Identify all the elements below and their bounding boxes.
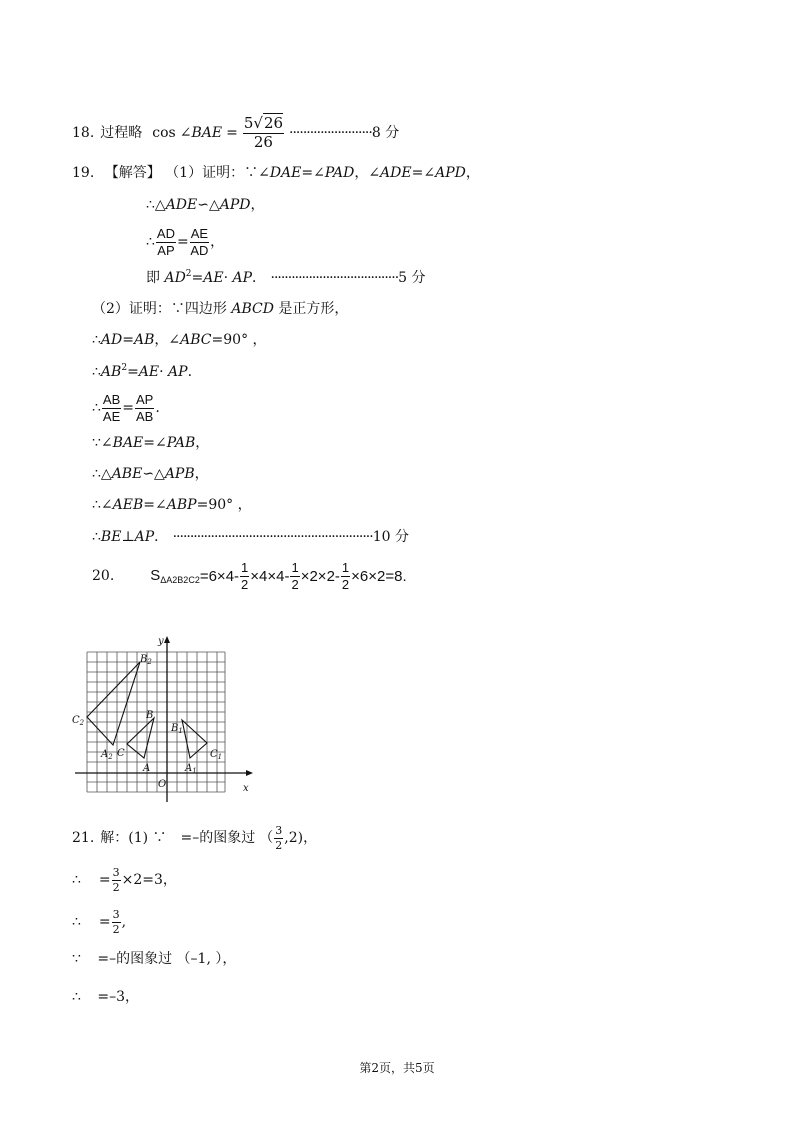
- q19-m7-perp: ⊥: [121, 529, 135, 545]
- q18-var: BAE: [191, 125, 223, 141]
- q19-m3-frac1: [102, 393, 121, 423]
- q19-m5-sim: ∽△: [142, 466, 165, 482]
- q19-m6-eq2: =: [196, 497, 209, 513]
- q21-pt1-pre: （: [259, 830, 274, 846]
- q19-angle-apd: ∠APD: [423, 165, 466, 181]
- q20-line: [92, 556, 407, 596]
- q19-l3-num2: AE: [190, 225, 209, 241]
- q19-angle-pad: ∠PAD: [313, 165, 355, 181]
- q18-radicand: 26: [263, 113, 284, 132]
- q21-pt1-frac: [274, 825, 283, 851]
- q19-m5-apb: APB: [164, 466, 195, 482]
- q19-m5-pre: ∴△: [92, 466, 112, 482]
- q18-cos: cos: [152, 125, 176, 141]
- q21-l3-den: 2: [112, 922, 120, 936]
- q20-frac2: [290, 561, 299, 591]
- q21-line1: [72, 818, 317, 858]
- q21-line4: [72, 952, 236, 966]
- q19-m6-comma: ，: [233, 497, 252, 513]
- q19-p2-post: 是正方形，: [273, 301, 349, 317]
- q20-triangle-a2b2c2: [87, 662, 140, 745]
- q20-frac2-num: 1: [291, 559, 299, 575]
- q18-coef: 5: [243, 113, 254, 132]
- q18-denominator: 26: [253, 132, 273, 151]
- q19-m6-pre: ∴: [92, 497, 101, 513]
- q21-intro: 解：(1) ∵: [100, 830, 167, 846]
- q19-m4-bae: ∠BAE: [100, 435, 144, 451]
- q20-x-arrow: [246, 770, 253, 776]
- q19-m3-num2: AP: [136, 391, 154, 407]
- q19-l4-dot: ·: [223, 270, 233, 286]
- q18-score: 8 分: [371, 125, 400, 141]
- q19-m1-angle: ∠ABC: [168, 332, 212, 348]
- q21-l5-text: =–3，: [97, 989, 140, 1005]
- q20-y-arrow: [164, 636, 170, 643]
- q19-m2-ae: AE: [138, 364, 160, 380]
- q20-label-o: O: [158, 779, 167, 790]
- q19-m4-pre: ∵: [92, 435, 101, 451]
- q19-m2-eq: =: [127, 364, 139, 380]
- q20-label-y: y: [158, 636, 164, 647]
- q19-comma: ，: [354, 165, 369, 181]
- q21-l2-eq: =: [98, 872, 111, 888]
- q19-m3-den1: AE: [102, 408, 121, 424]
- q20-frac3-den: 2: [341, 576, 350, 592]
- q19-m6-deg: 90°: [208, 497, 234, 513]
- q20-frac1: [240, 561, 249, 591]
- q20-subscript: A2B2C2: [166, 574, 200, 585]
- q20-area: [150, 568, 200, 585]
- q21-l4-pre: ∵: [72, 951, 81, 967]
- q21-l2-pre: ∴: [72, 872, 81, 888]
- q19-m7-be: BE: [100, 529, 122, 545]
- q19-m1-pre: ∴: [92, 332, 101, 348]
- q19-m4-eq: =: [143, 435, 156, 451]
- q20-frac2-den: 2: [291, 576, 299, 592]
- q19-m4: [92, 436, 209, 450]
- q19-m7-score: 10 分: [372, 529, 409, 545]
- q19-l4-sup: 2: [185, 269, 192, 279]
- q19-m1-ad: AD: [100, 332, 123, 348]
- q19-line4: [146, 270, 426, 285]
- q20-label-c2: $C_2$: [72, 715, 85, 727]
- q19-l3-eq: =: [176, 234, 189, 250]
- q19-l3-num1: AD: [156, 225, 175, 241]
- q20-frac3-num: 1: [341, 559, 350, 575]
- q19-m6: [92, 498, 252, 512]
- q19-l2-tri2: APD: [219, 197, 251, 213]
- q19-m2-ab: AB: [100, 364, 122, 380]
- q21-l4-text: =–的图象过 （–1, ），: [97, 951, 237, 967]
- q18-eq: =: [226, 125, 238, 141]
- q20-frac1-num: 1: [241, 559, 249, 575]
- q19-l4-eq: =: [191, 270, 204, 286]
- q21-l2-post: ×2=3，: [121, 872, 177, 888]
- q19-m3-post: .: [155, 400, 160, 416]
- q19-p2-intro: （2）证明：∵四边形: [92, 301, 232, 317]
- q19-m1: [92, 333, 267, 347]
- q21-l3-pre: ∴: [72, 914, 81, 930]
- q21-line5: [72, 990, 139, 1004]
- q20-expr-d: ×6×2=8.: [351, 567, 407, 585]
- q19-line1: [72, 166, 480, 180]
- q19-m7-pre: ∴: [92, 529, 101, 545]
- q19-m1-ab: AB: [134, 332, 155, 348]
- page-footer: 第2页，共5页: [359, 1061, 435, 1075]
- q19-m2-period: .: [187, 364, 193, 380]
- q19-m3-eq: =: [122, 400, 134, 416]
- q19-angle-ade: ∠ADE: [368, 165, 412, 181]
- q20-frac3: [341, 561, 350, 591]
- q20-label-a: A: [143, 763, 151, 774]
- q20-expr-a: =6×4-: [199, 567, 240, 585]
- q20-label-a2: $A_2$: [101, 749, 113, 761]
- q19-m6-aeb: ∠AEB: [100, 497, 144, 513]
- q19-m5: [92, 467, 209, 481]
- q20-triangle: Δ: [160, 574, 167, 585]
- q19-l3-frac2: [190, 227, 209, 257]
- q19-m3-num1: AB: [102, 391, 121, 407]
- q21-l3-post: ,: [121, 914, 127, 930]
- q19-m3-frac2: [135, 393, 154, 423]
- q20-expr-c: ×2×2-: [300, 567, 340, 585]
- q19-m1-deg: 90°: [223, 332, 249, 348]
- q20-expr-b: ×4×4-: [250, 567, 290, 585]
- q19-l3-frac1: [156, 227, 176, 257]
- q19-m3-den2: AB: [136, 408, 154, 424]
- q19-m2-ap: AP: [168, 364, 188, 380]
- q19-line2: [146, 198, 265, 212]
- q19-l3-post: ，: [210, 234, 225, 250]
- q19-comma2: ，: [465, 165, 480, 181]
- q18-text: 过程略: [100, 125, 143, 141]
- q19-l4-ae: AE: [203, 270, 224, 286]
- q21-l2-frac: [112, 867, 121, 893]
- q20-label-c1: $C_1$: [210, 749, 223, 761]
- q19-p2-abcd: ABCD: [231, 301, 274, 317]
- q21-l3-eq: =: [98, 914, 111, 930]
- q19-m3-pre: ∴: [92, 400, 101, 416]
- q19-l2-sim: ∽△: [197, 197, 220, 213]
- q19-eq: =: [301, 165, 314, 181]
- q19-m5-comma: ，: [194, 466, 209, 482]
- q20-label-c: C: [117, 748, 125, 759]
- q21-l5-pre: ∴: [72, 989, 81, 1005]
- q21-pt1-num: 3: [275, 823, 283, 837]
- q19-m1-comma: ，: [154, 332, 169, 348]
- q19-m5-abe: ABE: [111, 466, 143, 482]
- q20-frac1-den: 2: [241, 576, 249, 592]
- q19-l4-post: ．: [252, 270, 267, 286]
- q18-angle: ∠: [179, 125, 192, 141]
- q20-label-b: B: [146, 710, 154, 721]
- q19-m1-comma2: ，: [248, 332, 267, 348]
- q19-line3: [146, 222, 224, 262]
- q21-line3: [72, 906, 126, 938]
- q19-tag: 【解答】: [104, 165, 161, 181]
- q19-m4-comma: ，: [195, 435, 210, 451]
- q19-m7: [92, 530, 409, 544]
- q20-label-x: x: [243, 783, 249, 794]
- q19-m7-ap: AP: [134, 529, 155, 545]
- q21-pt1-den: 2: [275, 838, 283, 852]
- q19-l4-dots: ·····································: [270, 270, 399, 286]
- q19-m1-eq: =: [122, 332, 134, 348]
- q21-l2-num: 3: [112, 865, 120, 879]
- q19-l4-ap: AP: [232, 270, 253, 286]
- q21-l3-frac: [112, 909, 121, 935]
- q19-m3: [92, 388, 160, 428]
- q19-l2-tri1: ADE: [165, 197, 198, 213]
- q19-l2-post: ，: [250, 197, 265, 213]
- q19-m4-pab: ∠PAB: [155, 435, 196, 451]
- q19-l2-pre: ∴△: [146, 197, 166, 213]
- q19-m6-abp: ∠ABP: [155, 497, 197, 513]
- q18-fraction: $\frac{5√26}{26}$: [243, 113, 284, 151]
- q20-label-b1: $B_1$: [171, 723, 183, 735]
- q20-label-a1: $A_1$: [185, 763, 197, 775]
- q20-number: 20.: [92, 568, 115, 584]
- q19-m7-period: ．: [154, 529, 169, 545]
- q19-eq2: =: [411, 165, 424, 181]
- q20-grid-lines: [87, 652, 225, 792]
- q21-line2: [72, 864, 177, 896]
- q19-m6-eq: =: [143, 497, 156, 513]
- q18-dots: ························: [289, 125, 372, 141]
- q19-l4-score: 5 分: [398, 270, 426, 286]
- q19-l3-pre: ∴: [146, 234, 155, 250]
- q20-grid-figure: [70, 632, 270, 802]
- q19-part2-intro: [92, 302, 348, 316]
- q21-text1: =–的图象过: [180, 830, 256, 846]
- q20-label-b2: $B_2$: [140, 654, 152, 666]
- q21-l2-den: 2: [112, 880, 120, 894]
- q19-m2-sup: 2: [121, 363, 128, 373]
- q19-angle-dae: ∠DAE: [258, 165, 302, 181]
- q19-m2-pre: ∴: [92, 364, 101, 380]
- q19-p1-intro: （1）证明：∵: [165, 165, 259, 181]
- q19-l4-ad: AD: [164, 270, 186, 286]
- q19-l4-pre: 即: [146, 270, 165, 286]
- q19-m2: [92, 364, 192, 379]
- q19-m7-dots: ··························································: [172, 529, 373, 545]
- q19-m2-dot: ·: [159, 364, 169, 380]
- q19-l3-den1: AP: [157, 242, 175, 258]
- q21-pt1-post: ,2)，: [284, 830, 318, 846]
- q20-s: S: [150, 566, 161, 584]
- q21-number: 21.: [72, 830, 95, 846]
- q21-l3-num: 3: [112, 907, 120, 921]
- q19-l3-den2: AD: [190, 242, 209, 258]
- q18-number: 18.: [72, 125, 95, 141]
- q19-m1-eq2: =: [211, 332, 224, 348]
- q19-number: 19.: [72, 165, 95, 181]
- q18-line: [72, 110, 399, 156]
